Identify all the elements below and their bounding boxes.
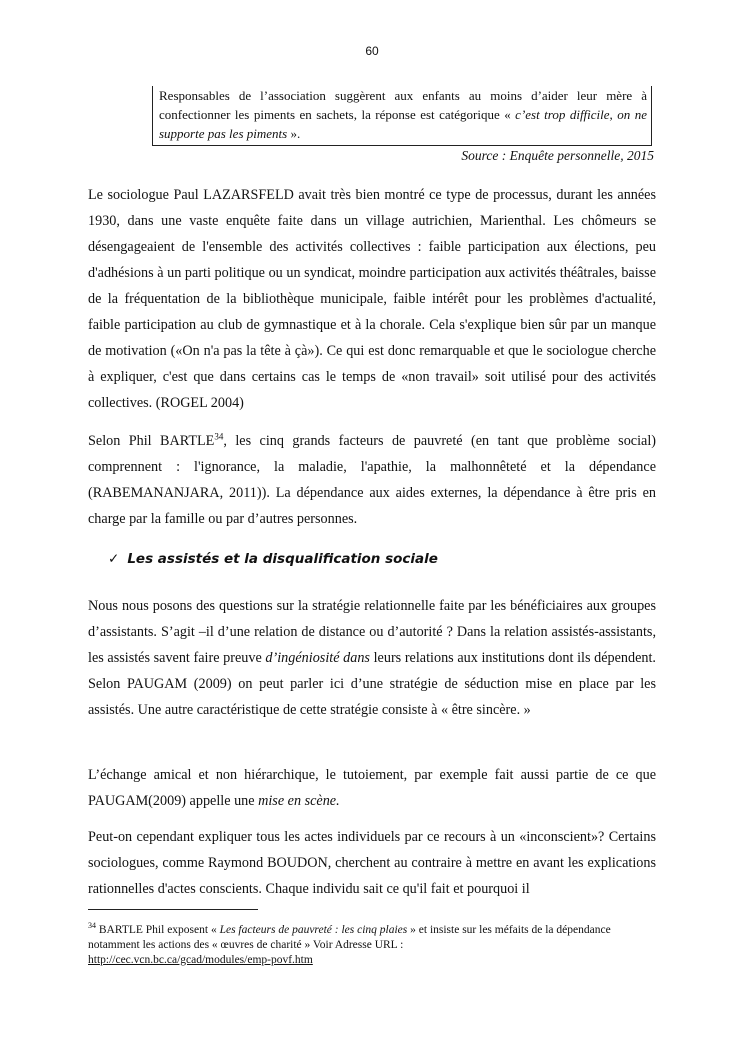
paragraph-boudon: Peut-on cependant expliquer tous les actes individuels par ce recours à un «inconscient»? Certains sociologues, comme Raymond BOUDON, cherchent au contraire à mettre en avant les explications rationnelles d'actes conscients. Chaque individu sait ce qu'il fait et pourquoi il — [88, 829, 656, 897]
footnote-reference[interactable]: 34 — [214, 431, 224, 442]
quote-end: ». — [287, 126, 301, 141]
footnote-divider — [88, 909, 258, 910]
footnote-text1: BARTLE Phil exposent « — [96, 923, 220, 936]
paragraph-echange-italic: mise en scène. — [258, 793, 340, 809]
footnote-italic: Les facteurs de pauvreté : les cinq plaies — [219, 923, 408, 936]
paragraph-bartle-lead: Selon Phil BARTLE — [88, 433, 215, 449]
section-heading-text: Les assistés et la disqualification sociale — [127, 551, 438, 567]
checkmark-icon: ✓ — [108, 551, 120, 567]
quote-text: Responsables de l’association suggèrent aux enfants au moins d’aider leur mère à confectionner les piments en sachets, la réponse est catégorique « — [159, 88, 647, 122]
paragraph-bartle-rest: , les cinq grands facteurs de pauvreté (en tant que problème social) comprennent : l'ignorance, la maladie, l'apathie, la malhonnêteté et la dépendance (RABEMANANJARA, 2011)). La dépendance aux aides externes, la dépendance à être pris en charge par la famille ou par d’autres personnes. — [88, 433, 656, 527]
footnote — [88, 918, 658, 968]
footnote-number: 34 — [88, 921, 96, 930]
paragraph-strategie-part2: leurs relations aux institutions dont ils dépendent. Selon PAUGAM (2009) on peut parler ici d’une stratégie de séduction mise en place par les assistés. Une autre caractéristique de cette stratégie consiste à « être sincère. » — [88, 650, 656, 718]
paragraph-echange-part1: L’échange amical et non hiérarchique, le tutoiement, par exemple fait aussi partie de ce que PAUGAM(2009) appelle une — [88, 767, 656, 809]
footnote-url-link[interactable]: http://cec.vcn.bc.ca/gcad/modules/emp-povf.htm — [88, 953, 313, 966]
source-caption: Source : Enquête personnelle, 2015 — [461, 148, 654, 163]
quote-box — [152, 86, 652, 146]
paragraph-bartle — [88, 428, 656, 532]
paragraph-strategie-italic: d’ingéniosité dans — [265, 650, 370, 666]
section-heading — [108, 551, 438, 567]
paragraph-strategie-part1: Nous nous posons des questions sur la stratégie relationnelle faite par les bénéficiaires aux groupes d’assistants. S’agit –il d’une relation de distance ou d’autorité ? Dans la relation assistés-assistants, les assistés savent faire preuve — [88, 598, 656, 666]
footnote-text2: » et insiste sur les méfaits de la dépendance notamment les actions des « œuvres de charité » Voir Adresse URL : — [88, 923, 611, 951]
paragraph-echange — [88, 762, 656, 814]
page-number: 60 — [365, 44, 379, 58]
paragraph-strategie — [88, 593, 656, 723]
paragraph-lazarsfeld: Le sociologue Paul LAZARSFELD avait très bien montré ce type de processus, durant les années 1930, dans une vaste enquête faite dans un village autrichien, Marienthal. Les chômeurs se désengageaient de l'ensemble des activités collectives : faible participation aux élections, peu d'adhésions à un parti politique ou un syndicat, moindre participation aux activités théâtrales, baisse de la fréquentation de la bibliothèque municipale, faible intérêt pour les problèmes d'actualité, faible participation au club de gymnastique et à la chorale. Cela s'explique bien sûr par un manque de motivation («On n'a pas la tête à çà»). Ce qui est donc remarquable et que le sociologue cherche à expliquer, c'est que dans certains cas le temps de «non travail» soit utilisé pour des activités collectives. (ROGEL 2004) — [88, 187, 656, 411]
quote-italic-text: c’est trop difficile, on ne supporte pas les piments — [159, 107, 647, 141]
